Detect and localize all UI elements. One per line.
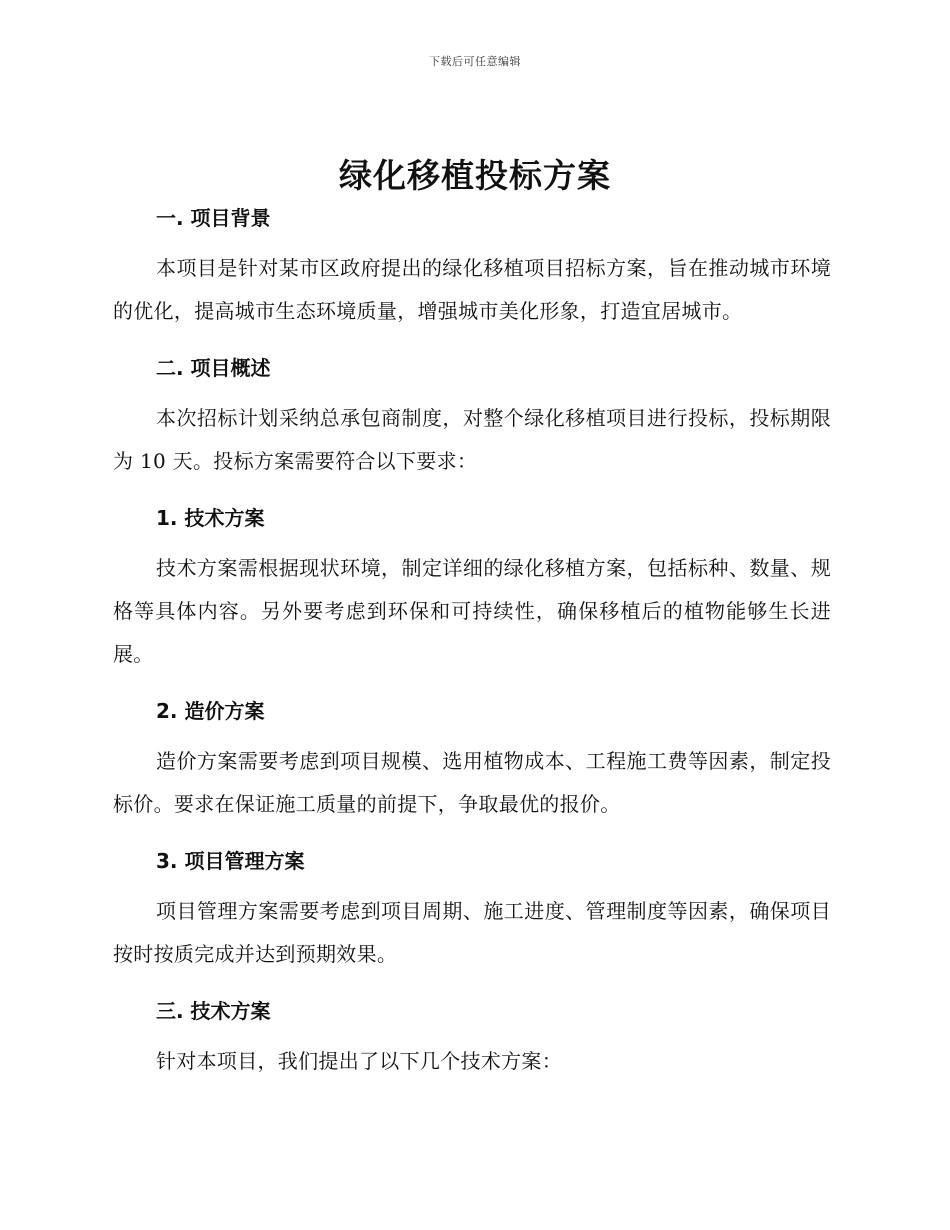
- subsection-heading-technical: 1. 技术方案: [156, 506, 265, 530]
- section-heading-overview: 二. 项目概述: [156, 356, 271, 380]
- section-paragraph-overview: 本次招标计划采纳总承包商制度，对整个绿化移植项目进行投标，投标期限为 10 天。投标方案需要符合以下要求：: [113, 406, 831, 473]
- section-heading-technical-plan: 三. 技术方案: [156, 999, 271, 1023]
- subsection-paragraph-technical: 技术方案需根据现状环境，制定详细的绿化移植方案，包括标种、数量、规格等具体内容。另外要考虑到环保和可持续性，确保移植后的植物能够生长进展。: [113, 556, 831, 666]
- section-paragraph-background: 本项目是针对某市区政府提出的绿化移植项目招标方案，旨在推动城市环境的优化，提高城市生态环境质量，增强城市美化形象，打造宜居城市。: [113, 256, 831, 323]
- subsection-heading-cost: 2. 造价方案: [156, 699, 265, 723]
- subsection-heading-management: 3. 项目管理方案: [156, 849, 305, 873]
- subsection-paragraph-management: 项目管理方案需要考虑到项目周期、施工进度、管理制度等因素，确保项目按时按质完成并达到预期效果。: [113, 899, 831, 966]
- document-body: [113, 202, 831, 1083]
- section-paragraph-technical-plan: 针对本项目，我们提出了以下几个技术方案：: [156, 1049, 562, 1073]
- subsection-paragraph-cost: 造价方案需要考虑到项目规模、选用植物成本、工程施工费等因素，制定投标价。要求在保证施工质量的前提下，争取最优的报价。: [113, 749, 831, 816]
- document-title: 绿化移植投标方案: [339, 156, 611, 195]
- page-header-note: 下载后可任意编辑: [429, 55, 521, 68]
- section-heading-background: 一. 项目背景: [156, 206, 271, 230]
